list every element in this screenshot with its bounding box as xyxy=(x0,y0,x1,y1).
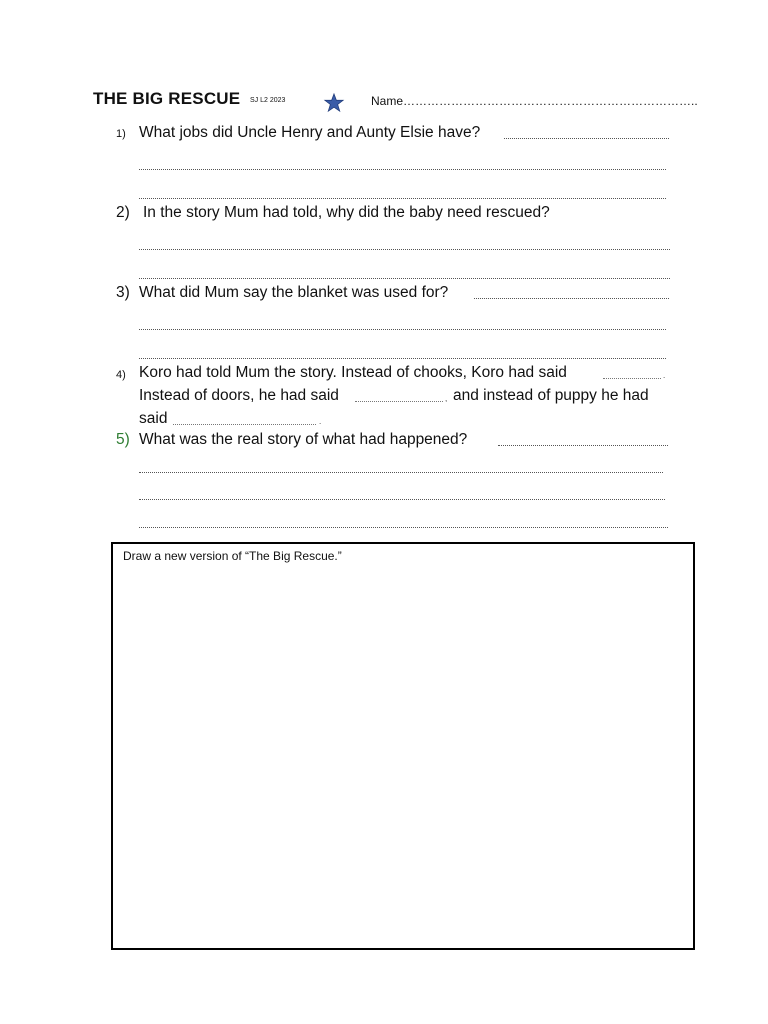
answer-line-5b[interactable] xyxy=(139,472,663,473)
question-2-text: In the story Mum had told, why did the baby need rescued? xyxy=(143,204,550,221)
question-4-line-1: Koro had told Mum the story. Instead of chooks, Koro had said xyxy=(139,364,567,381)
answer-line-5a[interactable] xyxy=(498,445,668,446)
question-4-line-2: Instead of doors, he had said xyxy=(139,387,339,404)
question-4-line-2-end: and instead of puppy he had xyxy=(453,387,649,404)
question-4-number: 4) xyxy=(116,369,126,381)
question-4-line-3-end: . xyxy=(319,417,322,426)
star-icon xyxy=(323,92,345,114)
drawing-box-caption: Draw a new version of “The Big Rescue.” xyxy=(123,549,342,563)
answer-line-3b[interactable] xyxy=(139,329,666,330)
worksheet-code: SJ L2 2023 xyxy=(250,97,286,104)
answer-line-3a[interactable] xyxy=(474,298,669,299)
question-4-line-3: said xyxy=(139,410,168,427)
question-3-text: What did Mum say the blanket was used for? xyxy=(139,284,449,301)
answer-line-1c[interactable] xyxy=(139,198,666,199)
answer-line-2b[interactable] xyxy=(139,278,670,279)
question-5-number: 5) xyxy=(116,431,130,448)
answer-line-2a[interactable] xyxy=(139,249,670,250)
blank-puppy[interactable] xyxy=(173,424,316,425)
answer-line-5c[interactable] xyxy=(139,499,665,500)
question-2-number: 2) xyxy=(116,204,130,221)
worksheet-title: THE BIG RESCUE xyxy=(93,89,241,108)
question-1-number: 1) xyxy=(116,128,126,140)
answer-line-5d[interactable] xyxy=(139,527,668,528)
blank-doors[interactable] xyxy=(355,401,443,402)
blank-chooks[interactable] xyxy=(603,378,661,379)
question-4-line-2-sep: , xyxy=(445,394,448,403)
name-field[interactable]: Name……………………………………………………………….. xyxy=(371,94,698,108)
question-3-number: 3) xyxy=(116,284,130,301)
drawing-box[interactable] xyxy=(111,542,695,950)
answer-line-1a[interactable] xyxy=(504,138,669,139)
answer-line-1b[interactable] xyxy=(139,169,666,170)
question-1-text: What jobs did Uncle Henry and Aunty Elsie have? xyxy=(139,124,481,141)
question-4-line-1-end: . xyxy=(663,371,666,380)
answer-line-3c[interactable] xyxy=(139,358,666,359)
question-5-text: What was the real story of what had happened? xyxy=(139,431,468,448)
